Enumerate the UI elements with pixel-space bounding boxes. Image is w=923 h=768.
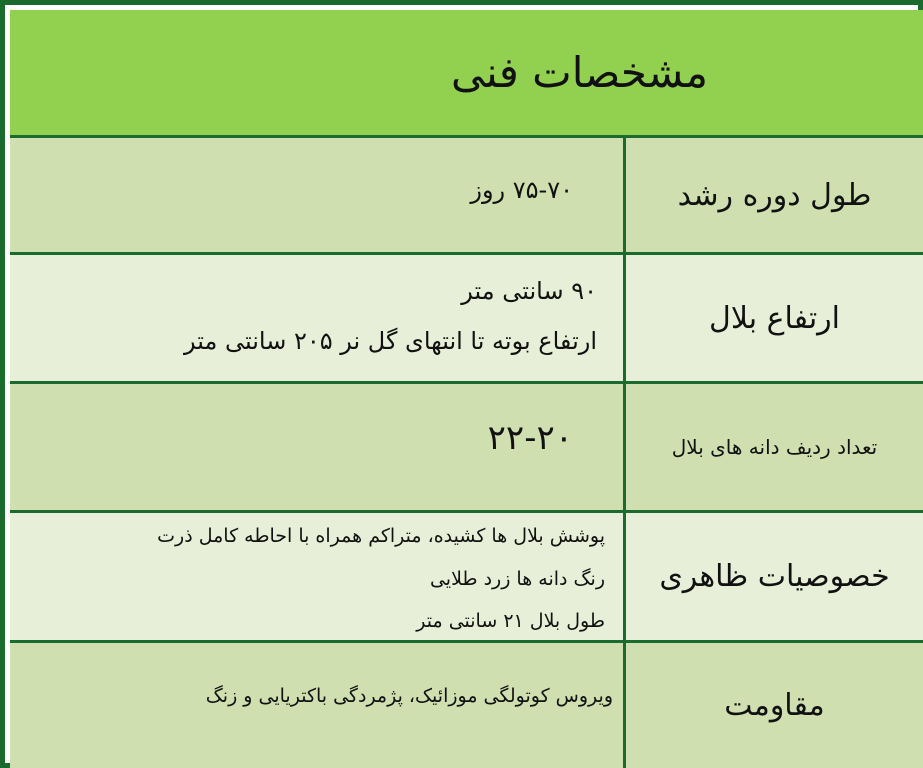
row-value-cell — [10, 513, 623, 640]
row-label-resistance: مقاومت — [623, 643, 923, 768]
table-row — [10, 643, 923, 768]
kernel-color-value: رنگ دانه ها زرد طلایی — [429, 568, 605, 590]
table-row — [10, 513, 923, 643]
growth-period-value: ۷۵-۷۰ روز — [470, 176, 573, 204]
table-header — [10, 10, 923, 138]
table-row — [10, 138, 923, 255]
row-label-kernel-rows: تعداد ردیف دانه های بلال — [623, 384, 923, 510]
row-label-appearance: خصوصیات ظاهری — [623, 513, 923, 640]
row-value-cell — [10, 384, 623, 510]
row-value-cell — [10, 138, 623, 252]
table-row — [10, 255, 923, 384]
plant-height-value: ارتفاع بوته تا انتهای گل نر ۲۰۵ سانتی متر — [184, 327, 597, 355]
ear-length-value: طول بلال ۲۱ سانتی متر — [416, 610, 605, 632]
resistance-value: ویروس کوتولگی موزائیک، پژمردگی باکتریایی و زنگ — [205, 685, 613, 707]
row-value-cell — [10, 643, 623, 768]
row-value-cell — [10, 255, 623, 381]
table-title: مشخصات فنی — [451, 48, 708, 97]
ear-height-value: ۹۰ سانتی متر — [461, 277, 597, 305]
husk-cover-value: پوشش بلال ها کشیده، متراکم همراه با احاطه کامل ذرت — [157, 525, 605, 547]
row-label-ear-height: ارتفاع بلال — [623, 255, 923, 381]
kernel-rows-value: ۲۲-۲۰ — [487, 418, 573, 458]
row-label-growth-period: طول دوره رشد — [623, 138, 923, 252]
table-row — [10, 384, 923, 513]
